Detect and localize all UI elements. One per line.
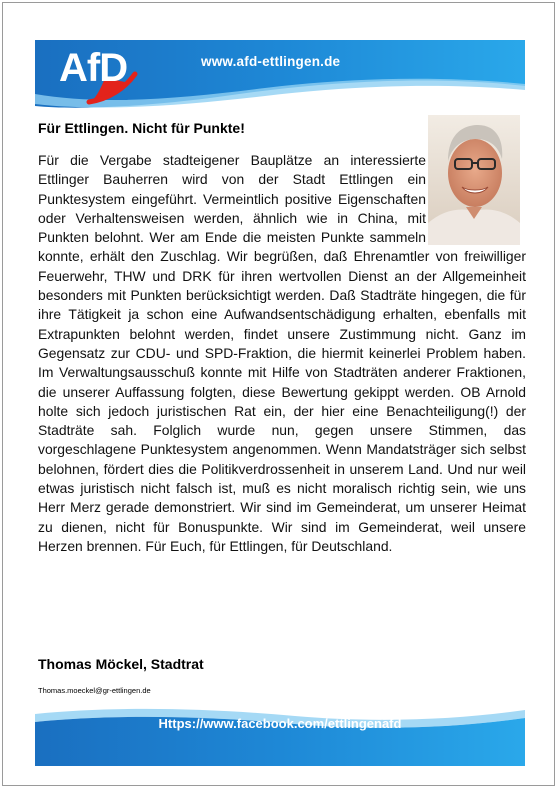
header-banner <box>35 36 525 112</box>
author-signature: Thomas Möckel, Stadtrat <box>38 656 204 672</box>
header-website-link[interactable]: www.afd-ettlingen.de <box>201 54 341 69</box>
footer-facebook-link[interactable]: Https://www.facebook.com/ettlingenafd <box>158 716 402 731</box>
article-body-text <box>38 151 526 556</box>
footer-wave-graphic <box>35 700 525 770</box>
portrait-text-wrap-space <box>426 151 526 245</box>
article-body-content: Für die Vergabe stadteigener Bauplätze an interessierte Ettlinger Bauherren wird von der Stadt Ettlingen ein Punktesystem eingeführt. Vermeintlich positive Eigenschaften oder Verhaltensweisen werden, ähnlich wie in China, mit Punkten belohnt. Wer am Ende die meisten Punkte sammeln konnte, erhält den Zuschlag. Wir begrüßen, daß Ehrenamtler von freiwilliger Feuerwehr, THW und DRK für ihren wertvollen Dienst an der Allgemeinheit besonders mit Punkten berücksichtigt werden. Daß Stadträte hingegen, die für ihre Tätigkeit ja schon eine Aufwandsentschädigung erhalten, ebenfalls mit Extrapunkten belohnt werden, findet unsere Zustimmung nicht. Ganz im Gegensatz zur CDU- und SPD-Fraktion, die hiermit keinerlei Problem haben. Im Verwaltungsausschuß konnte mit Hilfe von Stadträten anderer Fraktionen, die unserer Auffassung folgten, diese Bewertung gekippt werden. OB Arnold holte sich jedoch juristischen Rat ein, der hier eine Benachteiligung(!) der Stadträte sah. Folglich wurde nun, gegen unsere Stimmen, das vorgeschlagene Punktesystem angenommen. Wenn Mandatsträger sich selbst belohnen, fördert dies die Politikverdrossenheit in unserem Land. Und nur weil etwas juristisch nicht falsch ist, muß es nicht moralisch richtig sein, wie uns Herr Merz gerade demonstriert. Wir sind im Gemeinderat, um unserer Heimat zu dienen, nicht für Bonuspunkte. Wir sind im Gemeinderat, weil unsere Herzen brennen. Für Euch, für Ettlingen, für Deutschland. <box>38 152 526 554</box>
afd-logo-text: AfD <box>59 46 128 90</box>
author-email-link[interactable]: Thomas.moeckel@gr-ettlingen.de <box>38 686 151 695</box>
article-headline: Für Ettlingen. Nicht für Punkte! <box>38 120 245 136</box>
footer-banner <box>35 700 525 770</box>
